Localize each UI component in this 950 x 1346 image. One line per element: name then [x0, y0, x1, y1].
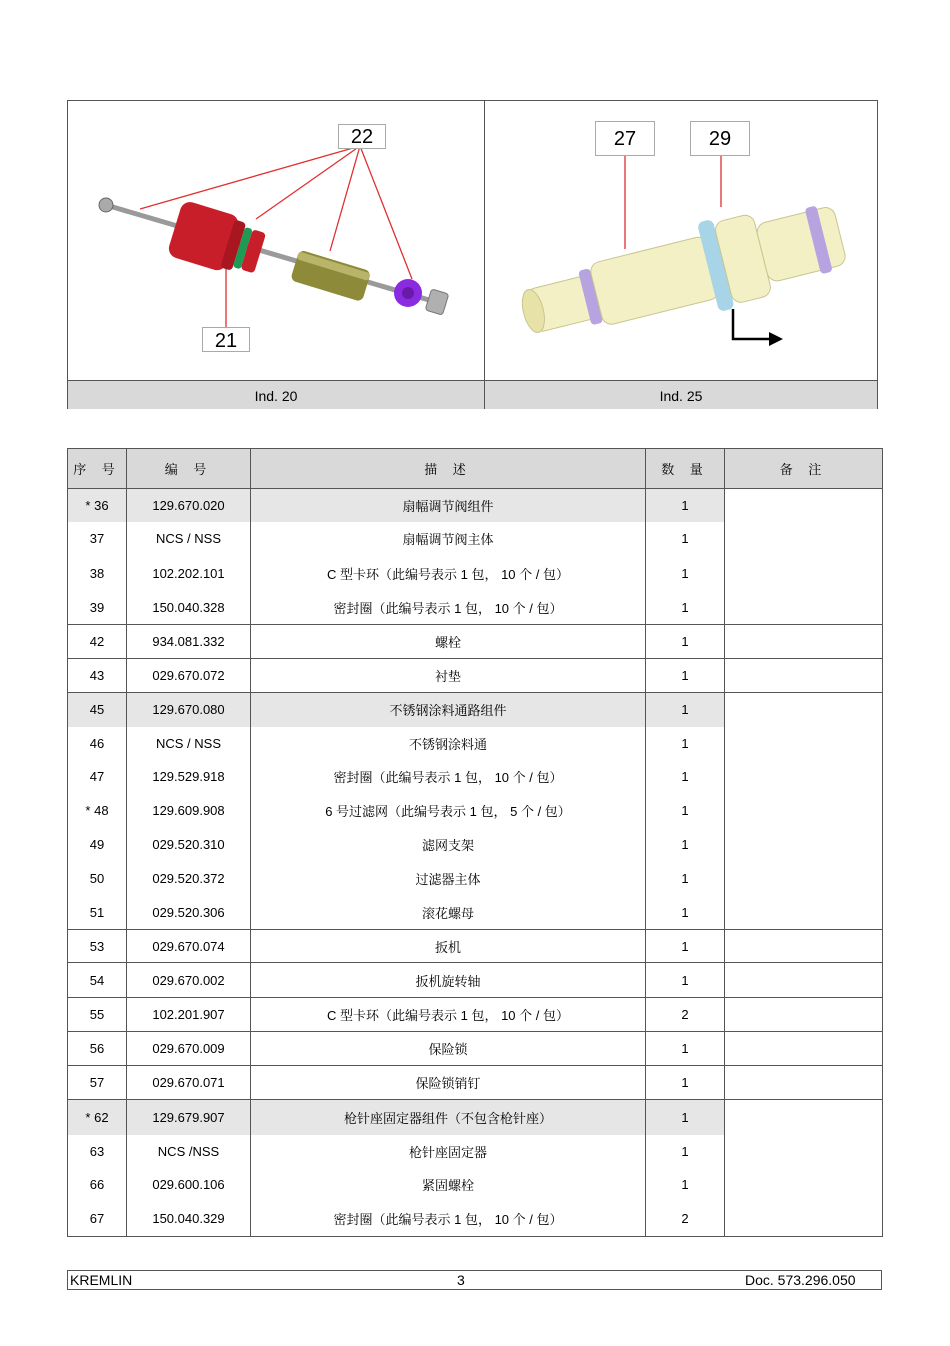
row-remarks: [725, 794, 883, 828]
row-index: 56: [68, 1032, 127, 1066]
row-quantity: 1: [646, 625, 725, 659]
row-part-number: 029.600.106: [127, 1168, 251, 1202]
row-quantity: 1: [646, 489, 725, 522]
row-remarks: [725, 828, 883, 861]
footer-company: KREMLIN: [70, 1272, 133, 1288]
row-quantity: 1: [646, 693, 725, 727]
row-description: 保险锁销钉: [251, 1066, 646, 1100]
row-remarks: [725, 693, 883, 727]
table-row: [68, 591, 883, 625]
row-part-number: 129.609.908: [127, 794, 251, 828]
row-index: 45: [68, 693, 127, 727]
row-quantity: 2: [646, 998, 725, 1032]
row-description: 过滤器主体: [251, 861, 646, 896]
figure-ind-20: [68, 101, 485, 380]
row-quantity: 1: [646, 1100, 725, 1135]
row-description: 滚花螺母: [251, 896, 646, 930]
table-row: [68, 556, 883, 591]
row-part-number: 029.520.310: [127, 828, 251, 861]
row-index: 50: [68, 861, 127, 896]
row-index: 53: [68, 930, 127, 963]
table-row: [68, 1135, 883, 1168]
row-index: 46: [68, 727, 127, 760]
row-remarks: [725, 659, 883, 693]
row-remarks: [725, 556, 883, 591]
table-row: [68, 794, 883, 828]
row-quantity: 1: [646, 794, 725, 828]
header-remarks: 备 注: [725, 449, 883, 489]
row-part-number: 029.670.002: [127, 963, 251, 998]
row-description: 枪针座固定器: [251, 1135, 646, 1168]
table-row: [68, 963, 883, 998]
row-remarks: [725, 591, 883, 625]
table-row: [68, 625, 883, 659]
valve-assembly-drawing: [68, 101, 485, 380]
row-remarks: [725, 1135, 883, 1168]
row-quantity: 1: [646, 930, 725, 963]
row-index: 54: [68, 963, 127, 998]
table-body: [68, 489, 883, 1237]
table-row: [68, 1202, 883, 1237]
row-part-number: 029.520.372: [127, 861, 251, 896]
row-description: 扇幅调节阀主体: [251, 522, 646, 556]
row-description: C 型卡环（此编号表示 1 包， 10 个 / 包）: [251, 556, 646, 591]
table-row: [68, 1032, 883, 1066]
row-remarks: [725, 1168, 883, 1202]
table-row: [68, 693, 883, 727]
row-part-number: 029.670.009: [127, 1032, 251, 1066]
row-remarks: [725, 760, 883, 794]
row-quantity: 2: [646, 1202, 725, 1237]
header-quantity: 数 量: [646, 449, 725, 489]
figure-ind-25: [485, 101, 877, 380]
row-part-number: 102.202.101: [127, 556, 251, 591]
row-index: 49: [68, 828, 127, 861]
table-row: [68, 861, 883, 896]
row-part-number: 102.201.907: [127, 998, 251, 1032]
row-index: 55: [68, 998, 127, 1032]
row-description: 滤网支架: [251, 828, 646, 861]
table-row: [68, 896, 883, 930]
caption-ind-25: Ind. 25: [659, 388, 703, 404]
row-part-number: 029.670.071: [127, 1066, 251, 1100]
row-part-number: 129.670.020: [127, 489, 251, 522]
row-part-number: 129.529.918: [127, 760, 251, 794]
row-quantity: 1: [646, 1066, 725, 1100]
table-row: [68, 828, 883, 861]
row-description: 螺栓: [251, 625, 646, 659]
row-remarks: [725, 522, 883, 556]
row-remarks: [725, 1066, 883, 1100]
row-index: 66: [68, 1168, 127, 1202]
row-quantity: 1: [646, 1168, 725, 1202]
row-index: 37: [68, 522, 127, 556]
row-description: 枪针座固定器组件（不包含枪针座）: [251, 1100, 646, 1135]
row-quantity: 1: [646, 828, 725, 861]
row-quantity: 1: [646, 896, 725, 930]
row-quantity: 1: [646, 1032, 725, 1066]
table-row: [68, 522, 883, 556]
table-row: [68, 760, 883, 794]
row-index: 47: [68, 760, 127, 794]
row-index: * 62: [68, 1100, 127, 1135]
footer-doc-number: Doc. 573.296.050: [745, 1272, 856, 1288]
row-part-number: 129.670.080: [127, 693, 251, 727]
row-quantity: 1: [646, 1135, 725, 1168]
footer-page-number: 3: [457, 1272, 465, 1288]
row-description: 扇幅调节阀组件: [251, 489, 646, 522]
row-index: 67: [68, 1202, 127, 1237]
row-quantity: 1: [646, 861, 725, 896]
row-index: 38: [68, 556, 127, 591]
callout-27: 27: [595, 121, 655, 156]
row-description: 6 号过滤网（此编号表示 1 包， 5 个 / 包）: [251, 794, 646, 828]
table-header-row: [68, 449, 883, 489]
table-row: [68, 1100, 883, 1135]
row-remarks: [725, 930, 883, 963]
row-remarks: [725, 1202, 883, 1237]
row-remarks: [725, 1032, 883, 1066]
row-remarks: [725, 861, 883, 896]
row-description: 扳机: [251, 930, 646, 963]
row-index: 63: [68, 1135, 127, 1168]
header-description: 描 述: [251, 449, 646, 489]
row-part-number: 029.520.306: [127, 896, 251, 930]
row-quantity: 1: [646, 556, 725, 591]
row-quantity: 1: [646, 522, 725, 556]
row-quantity: 1: [646, 760, 725, 794]
row-part-number: 150.040.328: [127, 591, 251, 625]
table-row: [68, 1168, 883, 1202]
row-description: 不锈钢涂料通: [251, 727, 646, 760]
row-description: 保险锁: [251, 1032, 646, 1066]
row-description: 扳机旋转轴: [251, 963, 646, 998]
callout-29: 29: [690, 121, 750, 156]
row-description: 密封圈（此编号表示 1 包， 10 个 / 包）: [251, 1202, 646, 1237]
row-index: 39: [68, 591, 127, 625]
row-quantity: 1: [646, 963, 725, 998]
row-part-number: NCS / NSS: [127, 522, 251, 556]
row-part-number: 029.670.072: [127, 659, 251, 693]
row-remarks: [725, 1100, 883, 1135]
header-index: 序 号: [68, 449, 127, 489]
parts-table: [67, 448, 883, 1237]
row-quantity: 1: [646, 727, 725, 760]
row-part-number: 029.670.074: [127, 930, 251, 963]
row-part-number: NCS /NSS: [127, 1135, 251, 1168]
row-index: 42: [68, 625, 127, 659]
callout-22: 22: [338, 124, 386, 149]
caption-row: [68, 380, 877, 409]
row-part-number: 129.679.907: [127, 1100, 251, 1135]
header-part-number: 编 号: [127, 449, 251, 489]
row-remarks: [725, 727, 883, 760]
table-row: [68, 930, 883, 963]
row-description: 衬垫: [251, 659, 646, 693]
row-description: 不锈钢涂料通路组件: [251, 693, 646, 727]
figure-panel: [67, 100, 878, 409]
row-remarks: [725, 489, 883, 522]
caption-ind-20: Ind. 20: [68, 381, 485, 409]
row-part-number: NCS / NSS: [127, 727, 251, 760]
row-index: 51: [68, 896, 127, 930]
table-row: [68, 727, 883, 760]
table-row: [68, 998, 883, 1032]
row-index: 57: [68, 1066, 127, 1100]
row-quantity: 1: [646, 659, 725, 693]
row-quantity: 1: [646, 591, 725, 625]
row-index: * 36: [68, 489, 127, 522]
fluid-passage-drawing: [485, 101, 877, 380]
table-row: [68, 659, 883, 693]
row-description: 密封圈（此编号表示 1 包， 10 个 / 包）: [251, 591, 646, 625]
row-remarks: [725, 896, 883, 930]
table-row: [68, 1066, 883, 1100]
row-remarks: [725, 963, 883, 998]
row-part-number: 934.081.332: [127, 625, 251, 659]
row-description: 密封圈（此编号表示 1 包， 10 个 / 包）: [251, 760, 646, 794]
row-part-number: 150.040.329: [127, 1202, 251, 1237]
page-footer: [67, 1270, 882, 1290]
row-description: C 型卡环（此编号表示 1 包， 10 个 / 包）: [251, 998, 646, 1032]
row-remarks: [725, 998, 883, 1032]
row-index: * 48: [68, 794, 127, 828]
table-row: [68, 489, 883, 522]
row-index: 43: [68, 659, 127, 693]
row-remarks: [725, 625, 883, 659]
row-description: 紧固螺栓: [251, 1168, 646, 1202]
callout-21: 21: [202, 327, 250, 352]
